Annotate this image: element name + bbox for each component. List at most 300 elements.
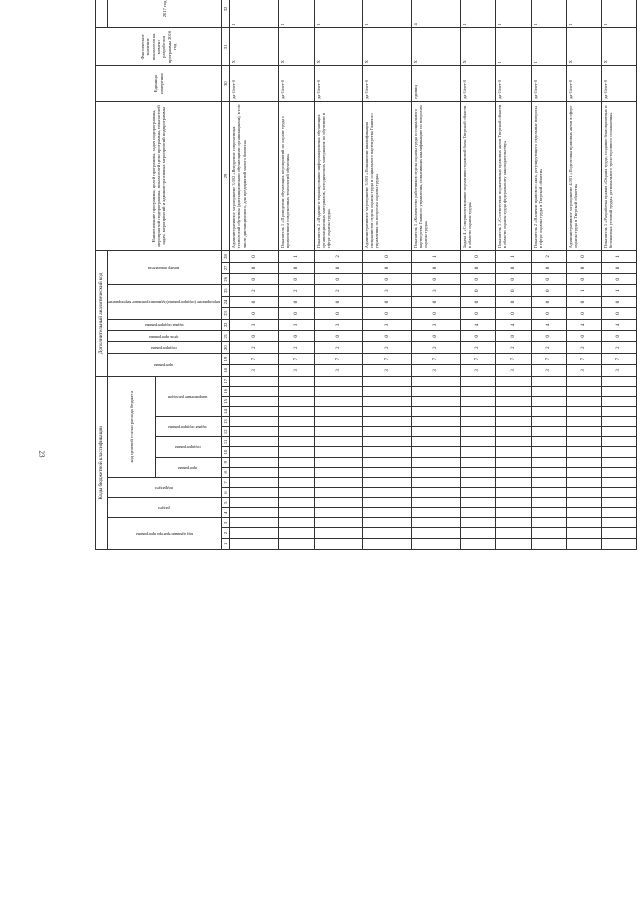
column-number: 8 [222,467,230,477]
budget-code-cell [279,427,314,437]
table-row [230,0,279,550]
budget-code-cell [279,477,314,487]
row-name: Задача 4 «Совершенствование нормативно-правовой базы Тверской области в области охраны труда» [461,101,496,250]
budget-code-cell [566,427,601,437]
budget-code-cell [496,427,531,437]
budget-code-cell [363,447,412,457]
row-unit: да-1/нет-0 [461,66,496,101]
table-row [314,0,363,550]
column-number: 29 [222,101,230,250]
analytic-code-digit: 0 [363,274,412,285]
analytic-code-digit: 7 [461,353,496,364]
budget-code-cell [531,386,566,396]
row-name: Показатель 1 «Разработка правил «Охрана труда, создание благоприятных и безопасных условий труда» регионального трехстороннего соглашения» [602,101,637,250]
budget-code-cell [602,457,637,467]
budget-code-cell [412,417,461,427]
budget-code-cell [602,386,637,396]
analytic-code-digit: 0 [279,262,314,273]
budget-code-cell [363,406,412,416]
budget-code-cell [461,518,496,528]
column-number: 25 [222,285,230,296]
budget-code-cell [496,457,531,467]
header-unit: Единица измерения [96,66,222,101]
column-number: 3 [222,518,230,528]
analytic-code-digit: 2 [314,285,363,296]
column-number: 20 [222,342,230,353]
row-name: Показатель 1 «Количество работников отдела охраны труда и социального партнерства Главного управления, повысивших квалификацию по вопросам охраны труда» [412,101,461,250]
row-name: Административное мероприятие 4.001 «Подготовка правовых актов в сфере охраны труда в Тверской области» [566,101,601,250]
row-unit: единиц [412,66,461,101]
budget-code-cell [566,447,601,457]
column-number: 15 [222,396,230,406]
analytic-code-digit: 0 [230,331,279,342]
budget-code-cell [279,386,314,396]
analytic-code-digit: 0 [566,274,601,285]
budget-code-cell [279,538,314,549]
analytic-code-digit: 0 [461,274,496,285]
budget-code-cell [314,508,363,518]
analytic-code-digit: 0 [314,262,363,273]
row-year-value: 1 [566,0,601,28]
budget-code-cell [363,417,412,427]
column-number: 14 [222,406,230,416]
budget-code-cell [363,518,412,528]
budget-code-cell [461,487,496,497]
budget-code-cell [566,386,601,396]
budget-code-cell [314,417,363,427]
budget-code-cell [602,447,637,457]
budget-code-cell [602,376,637,386]
analytic-code-digit: 0 [531,331,566,342]
analytic-code-digit: 3 [230,365,279,376]
budget-code-cell [566,467,601,477]
budget-code-cell [531,528,566,538]
budget-code-cell [412,437,461,447]
budget-code-cell [314,487,363,497]
analytic-code-digit: 3 [602,365,637,376]
budget-code-cell [566,538,601,549]
analytic-code-digit: 3 [412,365,461,376]
analytic-code-digit: 3 [412,285,461,296]
table-row [279,0,314,550]
analytic-code-digit: 1 [412,251,461,263]
analytic-code-digit: 7 [496,353,531,364]
budget-code-cell [230,487,279,497]
budget-code-cell [230,437,279,447]
analytic-code-digit: 0 [363,331,412,342]
budget-code-cell [602,538,637,549]
budget-code-cell [602,437,637,447]
budget-code-cell [531,477,566,487]
budget-code-cell [363,467,412,477]
analytic-code-digit: 0 [496,296,531,307]
budget-code-cell [314,457,363,467]
header-task: задача подпрограммы [155,417,222,437]
analytic-code-digit: 0 [314,274,363,285]
budget-code-cell [566,437,601,447]
analytic-code-digit: 0 [566,262,601,273]
budget-code-cell [412,376,461,386]
budget-code-cell [412,518,461,528]
row-fact: Х [461,28,496,66]
budget-code-cell [566,417,601,427]
budget-code-cell [230,508,279,518]
budget-code-cell [602,498,637,508]
row-fact: 1 [496,28,531,66]
row-year-value: 1 [230,0,279,28]
budget-code-cell [461,386,496,396]
header-extra-group: Дополнительный аналитический код [96,251,108,376]
budget-code-cell [461,437,496,447]
budget-code-cell [531,406,566,416]
analytic-code-digit: 4 [461,319,496,330]
budget-code-cell [566,406,601,416]
analytic-code-digit: 0 [279,331,314,342]
budget-code-cell [412,467,461,477]
analytic-code-digit: 0 [566,308,601,319]
budget-code-cell [279,528,314,538]
analytic-code-digit: 4 [496,319,531,330]
analytic-code-digit: 0 [230,296,279,307]
row-name: Показатель 1 «Проведение обучающих мероприятий по охране труда с применением современных технологий обучения» [279,101,314,250]
header-program: программа [155,457,222,477]
analytic-code-digit: 0 [602,274,637,285]
budget-code-cell [566,487,601,497]
analytic-code-digit: 0 [314,331,363,342]
table-row [363,0,412,550]
analytic-code-digit: 2 [602,342,637,353]
budget-code-cell [531,487,566,497]
row-fact: Х [279,28,314,66]
budget-code-cell [363,396,412,406]
analytic-code-digit: 0 [412,308,461,319]
budget-code-cell [279,376,314,386]
column-number: 23 [222,308,230,319]
budget-code-cell [363,498,412,508]
budget-code-cell [279,467,314,477]
header-podrazdel: подраздел [108,477,222,497]
budget-code-cell [566,376,601,386]
budget-code-cell [461,538,496,549]
budget-code-cell [314,406,363,416]
budget-code-cell [314,437,363,447]
budget-code-cell [602,396,637,406]
analytic-code-digit: 0 [279,274,314,285]
analytic-code-digit: 2 [363,342,412,353]
analytic-code-digit: 0 [566,296,601,307]
header-admin: код администратора программы [108,518,222,550]
rotated-table-wrapper [95,0,622,550]
budget-code-cell [496,508,531,518]
analytic-code-digit: 3 [363,319,412,330]
analytic-code-digit: 3 [230,319,279,330]
budget-code-cell [531,508,566,518]
analytic-code-digit: 2 [531,342,566,353]
analytic-code-digit: 3 [279,319,314,330]
budget-code-cell [602,487,637,497]
analytic-code-digit: 3 [314,365,363,376]
budget-code-cell [566,477,601,487]
analytic-code-digit: 0 [461,296,496,307]
budget-code-cell [230,498,279,508]
analytic-code-digit: 0 [461,262,496,273]
row-unit: да-1/нет-0 [566,66,601,101]
budget-code-cell [531,417,566,427]
budget-code-cell [531,457,566,467]
column-number: 27 [222,262,230,273]
budget-code-cell [412,406,461,416]
header-razdel: раздел [108,498,222,518]
budget-code-cell [230,457,279,467]
header-direction: направление расходов [155,376,222,417]
column-number: 12 [222,427,230,437]
row-unit: да-1/нет-0 [602,66,637,101]
analytic-code-digit: 4 [531,319,566,330]
row-fact: Х [314,28,363,66]
column-number: 2 [222,528,230,538]
row-fact: Х [412,28,461,66]
analytic-code-digit: 0 [531,262,566,273]
analytic-code-digit: 0 [566,331,601,342]
analytic-code-digit: 2 [279,285,314,296]
analytic-code-digit: 0 [531,308,566,319]
row-fact: Х [363,28,412,66]
row-fact: Х [230,28,279,66]
analytic-code-digit: 0 [279,296,314,307]
analytic-code-digit: 0 [412,274,461,285]
budget-code-cell [412,477,461,487]
budget-code-cell [314,518,363,528]
row-name: Административное мероприятие 3.002 «Внедрение современных технологий обучения (дистанционными обучающими организациями), в том числе дистанционного, для предприятий малого бизнеса» [230,101,279,250]
budget-code-cell [461,427,496,437]
analytic-code-digit: 0 [461,285,496,296]
budget-code-cell [531,538,566,549]
budget-code-cell [363,386,412,396]
analytic-code-digit: 2 [531,251,566,263]
analytic-code-digit: 2 [230,285,279,296]
budget-code-cell [279,487,314,497]
row-year-value: 1 [461,0,496,28]
analytic-code-digit: 0 [602,262,637,273]
budget-code-cell [230,477,279,487]
column-number: 6 [222,487,230,497]
header-budget-group: Коды бюджетной классификации [96,376,108,549]
row-name: Административное мероприятие 3.003 «Повышение квалификации специалистов отдела охраны труда и социального партнерства Главного управления по вопросам охраны труда» [363,101,412,250]
budget-code-cell [363,538,412,549]
column-number: 26 [222,274,230,285]
budget-code-cell [314,538,363,549]
budget-code-cell [496,417,531,427]
header-extra-event: мероприятие (подпрограммы)/административное мероприятие [108,285,222,319]
budget-code-cell [230,518,279,528]
budget-code-cell [412,498,461,508]
header-extra-subprogram: подпрограмма [108,342,222,353]
analytic-code-digit: 0 [230,251,279,263]
analytic-code-digit: 1 [602,251,637,263]
budget-code-cell [412,528,461,538]
row-name: Показатель 2 «Наличие правового акта, регулирующего отдельные вопросы в сфере охраны труда в Тверской области» [531,101,566,250]
column-number: 30 [222,66,230,101]
budget-code-cell [279,417,314,427]
column-number: 31 [222,28,230,66]
analytic-code-digit: 0 [230,308,279,319]
header-extra-goal: цель программы [108,331,222,342]
header-subprogram: подпрограмма [155,437,222,457]
budget-code-cell [314,467,363,477]
table-row [602,0,637,550]
budget-code-cell [314,498,363,508]
budget-code-cell [230,396,279,406]
budget-code-cell [531,396,566,406]
budget-code-cell [412,538,461,549]
analytic-code-digit: 3 [531,365,566,376]
analytic-code-digit: 0 [531,285,566,296]
budget-code-cell [566,508,601,518]
column-number: 21 [222,331,230,342]
budget-code-cell [602,467,637,477]
analytic-code-digit: 1 [279,251,314,263]
column-number: 16 [222,386,230,396]
budget-code-cell [279,406,314,416]
analytic-code-digit: 0 [412,262,461,273]
budget-code-cell [496,487,531,497]
analytic-code-digit: 3 [412,319,461,330]
budget-code-cell [279,498,314,508]
budget-code-cell [279,447,314,457]
budget-code-cell [412,427,461,437]
budget-code-cell [412,487,461,497]
analytic-code-digit: 2 [314,251,363,263]
header-extra-program: программа [108,353,222,376]
budget-code-cell [496,528,531,538]
analytic-code-digit: 0 [602,308,637,319]
budget-code-cell [602,427,637,437]
analytic-code-digit: 0 [412,296,461,307]
analytic-code-digit: 2 [314,342,363,353]
budget-code-cell [412,386,461,396]
analytic-code-digit: 0 [363,262,412,273]
column-number: 28 [222,251,230,263]
budget-code-cell [230,417,279,427]
budget-code-cell [230,376,279,386]
header-year-2017: 2017 год [108,0,222,28]
budget-code-cell [314,447,363,457]
analytic-code-digit: 0 [363,251,412,263]
row-unit: да-1/нет-0 [279,66,314,101]
header-extra-task: задача подпрограммы [108,319,222,330]
budget-code-cell [230,386,279,396]
budget-code-cell [412,447,461,457]
budget-code-cell [602,477,637,487]
budget-code-cell [496,498,531,508]
budget-code-cell [496,406,531,416]
budget-code-cell [279,508,314,518]
budget-code-cell [461,477,496,487]
analytic-code-digit: 7 [531,353,566,364]
analytic-code-digit: 2 [461,342,496,353]
analytic-code-digit: 0 [496,331,531,342]
analytic-code-digit: 2 [412,342,461,353]
analytic-code-digit: 7 [602,353,637,364]
budget-code-cell [230,528,279,538]
budget-code-cell [230,406,279,416]
column-number: 24 [222,296,230,307]
row-fact: Х [566,28,601,66]
budget-code-cell [279,396,314,406]
analytic-code-digit: 3 [363,365,412,376]
analytic-code-digit: 7 [363,353,412,364]
analytic-code-digit: 7 [412,353,461,364]
header-extra-indicator: номер показателя [108,251,222,285]
analytic-code-digit: 0 [531,296,566,307]
column-number: 17 [222,376,230,386]
analytic-code-digit: 0 [314,308,363,319]
budget-code-cell [531,376,566,386]
row-year-value: 1 [314,0,363,28]
budget-code-cell [461,467,496,477]
budget-code-cell [314,376,363,386]
budget-code-cell [461,406,496,416]
analytic-code-digit: 0 [279,308,314,319]
budget-code-cell [566,498,601,508]
analytic-code-digit: 7 [230,353,279,364]
table-row [566,0,601,550]
column-number-row [222,0,230,550]
analytic-code-digit: 7 [566,353,601,364]
column-number: 11 [222,437,230,447]
row-fact: Х [602,28,637,66]
analytic-code-digit: 0 [496,285,531,296]
budget-code-cell [531,437,566,447]
column-number: 18 [222,365,230,376]
analytic-code-digit: 2 [230,342,279,353]
column-number: 19 [222,353,230,364]
analytic-code-digit: 0 [363,308,412,319]
budget-code-cell [363,477,412,487]
row-unit: да-1/нет-0 [230,66,279,101]
row-year-value: 1 [363,0,412,28]
analytic-code-digit: 0 [461,251,496,263]
row-year-value: 1 [531,0,566,28]
column-number: 9 [222,457,230,467]
budget-code-cell [230,447,279,457]
analytic-code-digit: 0 [363,296,412,307]
row-year-value: 1 [279,0,314,28]
analytic-code-digit: 0 [461,308,496,319]
budget-code-cell [566,528,601,538]
table-row [531,0,566,550]
header-fact: Фактическое значение показателя на момент разработки программы 2016 год [96,28,222,66]
budget-code-cell [363,508,412,518]
budget-code-cell [279,437,314,447]
column-number: 22 [222,319,230,330]
budget-code-cell [566,518,601,528]
analytic-code-digit: 3 [461,365,496,376]
analytic-code-digit: 2 [566,342,601,353]
budget-code-cell [496,437,531,447]
budget-code-cell [531,467,566,477]
budget-code-cell [314,427,363,437]
budget-code-cell [461,508,496,518]
budget-code-cell [496,376,531,386]
analytic-code-digit: 0 [496,308,531,319]
table-row [412,0,461,550]
analytic-code-digit: 1 [496,251,531,263]
budget-code-cell [602,528,637,538]
analytic-code-digit: 2 [496,342,531,353]
budget-code-cell [314,386,363,396]
program-indicators-table [95,0,637,550]
